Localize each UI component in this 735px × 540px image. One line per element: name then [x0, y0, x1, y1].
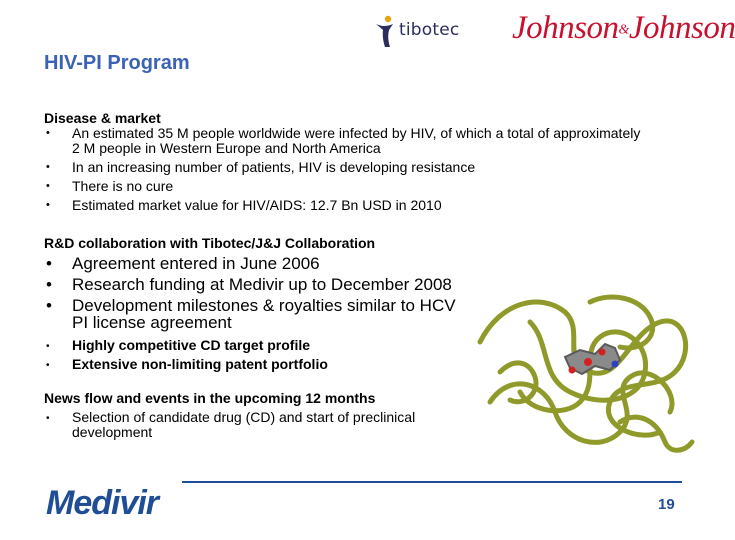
- bullet-icon: •: [46, 360, 50, 371]
- bullet-icon: •: [46, 161, 50, 173]
- section-heading-disease: Disease & market: [44, 110, 161, 126]
- bullet-icon: •: [46, 413, 50, 424]
- protein-ribbon: [480, 297, 692, 450]
- list-item: [44, 160, 644, 175]
- footer-divider: [182, 481, 682, 483]
- list-item: [44, 297, 474, 331]
- collaboration-highlight-list: [44, 338, 484, 376]
- tibotec-wordmark: tibotec: [399, 20, 460, 40]
- list-item: [44, 198, 644, 213]
- list-item: [44, 357, 484, 372]
- bullet-icon: •: [46, 296, 52, 315]
- list-item: [44, 126, 644, 156]
- list-item-text: Research funding at Medivir up to December 2008: [72, 275, 452, 294]
- hiv-protease-structure-image: [470, 282, 700, 464]
- list-item-text: There is no cure: [72, 178, 174, 194]
- list-item: [44, 179, 644, 194]
- jnj-wordmark-right: Johnson: [628, 10, 735, 46]
- bullet-icon: •: [46, 341, 50, 352]
- jnj-logo: [512, 10, 735, 47]
- bullet-icon: •: [46, 275, 52, 294]
- bullet-icon: •: [46, 180, 50, 192]
- page-title: HIV-PI Program: [44, 52, 190, 74]
- tibotec-logo: [372, 14, 462, 50]
- list-item: [44, 338, 484, 353]
- list-item-text: Highly competitive CD target profile: [72, 337, 311, 353]
- bullet-icon: •: [46, 127, 50, 139]
- list-item: [44, 255, 474, 272]
- list-item-text: Extensive non-limiting patent portfolio: [72, 356, 328, 372]
- bullet-icon: •: [46, 254, 52, 273]
- list-item-text: Selection of candidate drug (CD) and start of preclinical development: [72, 409, 416, 440]
- list-item-text: An estimated 35 M people worldwide were infected by HIV, of which a total of approximately 2 M people in Western Europe and North America: [72, 125, 641, 156]
- list-item-text: Estimated market value for HIV/AIDS: 12.7 Bn USD in 2010: [72, 197, 442, 213]
- tibotec-figure-icon: [372, 14, 398, 50]
- bullet-icon: •: [46, 199, 50, 211]
- collaboration-bullet-list: [44, 255, 474, 335]
- list-item-text: In an increasing number of patients, HIV is developing resistance: [72, 159, 476, 175]
- list-item-text: Agreement entered in June 2006: [72, 254, 320, 273]
- page-number: 19: [658, 496, 675, 513]
- jnj-wordmark-left: Johnson: [512, 10, 619, 46]
- news-bullet-list: [44, 410, 424, 440]
- section-heading-collaboration: R&D collaboration with Tibotec/J&J Collaboration: [44, 235, 376, 251]
- list-item: [44, 276, 474, 293]
- medivir-logo: [40, 482, 182, 526]
- disease-bullet-list: [44, 126, 644, 217]
- list-item: [44, 410, 424, 440]
- section-heading-news: News flow and events in the upcoming 12 months: [44, 390, 376, 406]
- list-item-text: Development milestones & royalties similar to HCV PI license agreement: [72, 296, 456, 332]
- jnj-ampersand: &: [618, 22, 629, 38]
- medivir-wordmark: Medivir: [46, 484, 159, 522]
